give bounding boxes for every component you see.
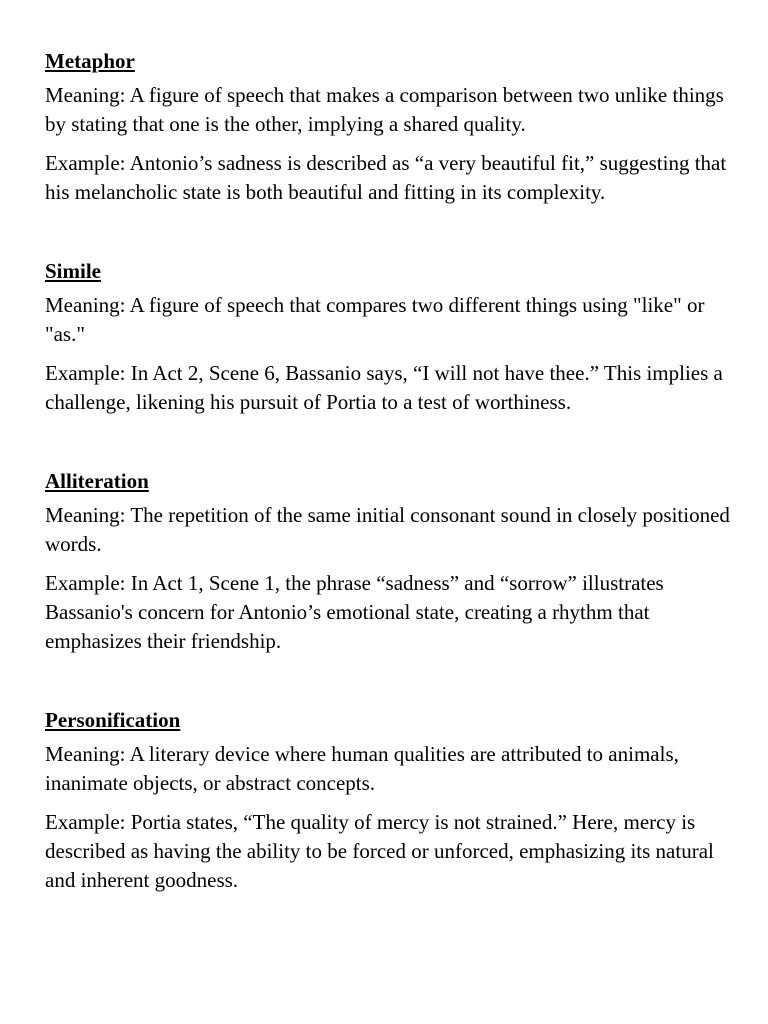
section-personification [45,706,735,895]
example-paragraph: Example: In Act 2, Scene 6, Bassanio says, “I will not have thee.” This implies a challenge, likening his pursuit of Portia to a test of worthiness. [45,361,723,414]
section-alliteration [45,467,735,656]
meaning-paragraph: Meaning: A figure of speech that compares two different things using "like" or "as." [45,293,705,346]
section-simile [45,257,735,417]
meaning-paragraph: Meaning: A figure of speech that makes a comparison between two unlike things by stating that one is the other, implying a shared quality. [45,83,724,136]
example-paragraph: Example: In Act 1, Scene 1, the phrase “sadness” and “sorrow” illustrates Bassanio's concern for Antonio’s emotional state, creating a rhythm that emphasizes their friendship. [45,571,664,653]
section-heading: Personification [45,708,181,732]
example-paragraph: Example: Portia states, “The quality of mercy is not strained.” Here, mercy is described as having the ability to be forced or unforced, emphasizing its natural and inherent goodness. [45,810,714,892]
example-paragraph: Example: Antonio’s sadness is described as “a very beautiful fit,” suggesting that his melancholic state is both beautiful and fitting in its complexity. [45,151,727,204]
section-heading: Alliteration [45,469,149,493]
document-page [45,47,735,945]
meaning-paragraph: Meaning: A literary device where human qualities are attributed to animals, inanimate objects, or abstract concepts. [45,742,679,795]
section-heading: Simile [45,259,101,283]
section-heading: Metaphor [45,49,135,73]
meaning-paragraph: Meaning: The repetition of the same initial consonant sound in closely positioned words. [45,503,730,556]
section-metaphor [45,47,735,207]
